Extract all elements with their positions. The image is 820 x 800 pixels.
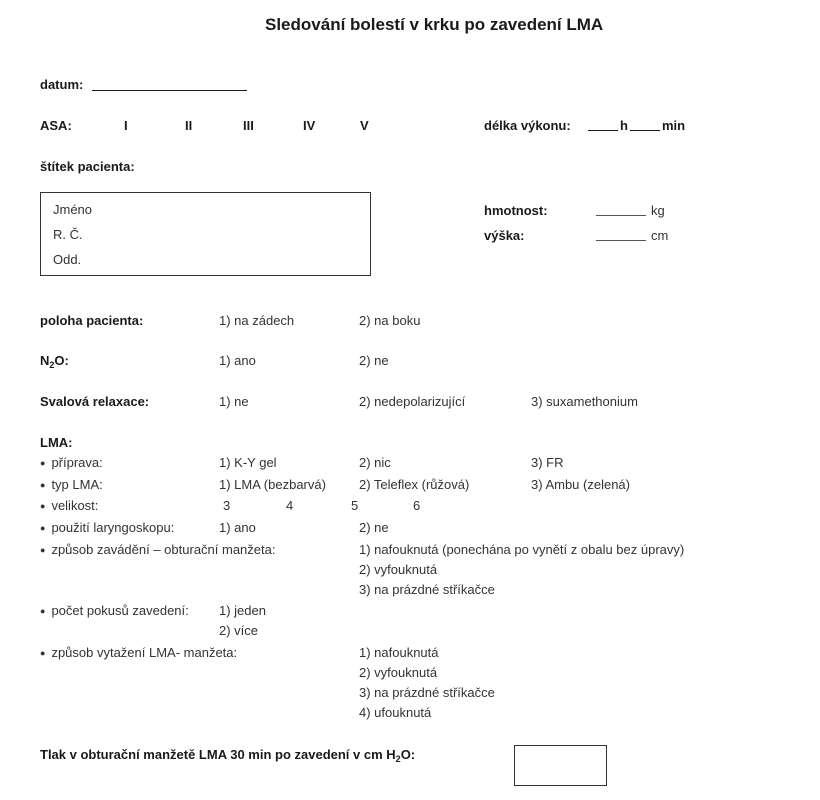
duration-hours-field[interactable] [588, 118, 618, 131]
duration-minutes-field[interactable] [630, 118, 660, 131]
relaxation-label: Svalová relaxace: [40, 394, 150, 409]
lma-velikost-option-4[interactable]: 4 [286, 498, 294, 513]
lma-zavadeni-option-2[interactable]: 2) vyfouknutá [359, 562, 438, 577]
duration-label: délka výkonu: [484, 118, 571, 133]
lma-vytazeni-option-1[interactable]: 1) nafouknutá [359, 645, 439, 660]
lma-vytazeni-option-4[interactable]: 4) ufouknutá [359, 705, 432, 720]
lma-velikost-option-6[interactable]: 6 [413, 498, 421, 513]
datum-field[interactable] [92, 78, 247, 91]
lma-pokusy-option-2[interactable]: 2) více [219, 623, 259, 638]
lma-priprava-option-2[interactable]: 2) nic [359, 455, 391, 470]
bullet-icon: ● [40, 648, 46, 658]
bullet-icon: ● [40, 480, 46, 490]
bullet-icon: ● [40, 606, 46, 616]
height-unit: cm [651, 228, 669, 243]
patient-label-title: štítek pacienta: [40, 159, 135, 174]
position-label: poloha pacienta: [40, 313, 144, 328]
lma-vytazeni-option-2[interactable]: 2) vyfouknutá [359, 665, 438, 680]
bullet-icon: ● [40, 523, 46, 533]
n2o-option-1[interactable]: 1) ano [219, 353, 256, 368]
duration-minutes-unit: min [662, 118, 686, 133]
bullet-icon: ● [40, 458, 46, 468]
height-label: výška: [484, 228, 525, 243]
height-field[interactable] [596, 228, 646, 241]
patient-name-label: Jméno [53, 202, 93, 217]
position-option-2[interactable]: 2) na boku [359, 313, 421, 328]
lma-laryngoskop-option-1[interactable]: 1) ano [219, 520, 256, 535]
n2o-label: $N_2O$: [40, 353, 69, 370]
asa-option-v[interactable]: V [360, 118, 369, 133]
asa-option-i[interactable]: I [124, 118, 128, 133]
lma-vytazeni-option-3[interactable]: 3) na prázdné stříkačce [359, 685, 495, 700]
lma-pokusy-option-1[interactable]: 1) jeden [219, 603, 266, 618]
lma-laryngoskop-option-2[interactable]: 2) ne [359, 520, 389, 535]
lma-vytazeni-label: ● způsob vytažení LMA- manžeta: [40, 645, 238, 660]
datum-label: datum: [40, 77, 84, 92]
lma-typ-label: ● typ LMA: [40, 477, 103, 492]
asa-label: ASA: [40, 118, 72, 133]
lma-velikost-option-5[interactable]: 5 [351, 498, 359, 513]
patient-rc-label: R. Č. [53, 227, 83, 242]
lma-label: LMA: [40, 435, 73, 450]
lma-zavadeni-option-1[interactable]: 1) nafouknutá (ponechána po vynětí z obalu bez úpravy) [359, 542, 685, 557]
lma-pokusy-label: ● počet pokusů zavedení: [40, 603, 189, 618]
lma-priprava-option-1[interactable]: 1) K-Y gel [219, 455, 277, 470]
page-title: Sledování bolestí v krku po zavedení LMA [265, 15, 604, 34]
lma-typ-option-3[interactable]: 3) Ambu (zelená) [531, 477, 630, 492]
lma-typ-option-2[interactable]: 2) Teleflex (růžová) [359, 477, 470, 492]
lma-laryngoskop-label: ● použití laryngoskopu: [40, 520, 175, 535]
n2o-option-2[interactable]: 2) ne [359, 353, 389, 368]
bullet-icon: ● [40, 545, 46, 555]
relaxation-option-3[interactable]: 3) suxamethonium [531, 394, 638, 409]
duration-hours-unit: h [620, 118, 628, 133]
weight-field[interactable] [596, 203, 646, 216]
weight-unit: kg [651, 203, 665, 218]
lma-zavadeni-label: ● způsob zavádění – obturační manžeta: [40, 542, 276, 557]
pressure-input-box[interactable] [514, 745, 607, 786]
lma-priprava-label: ● příprava: [40, 455, 103, 470]
lma-zavadeni-option-3[interactable]: 3) na prázdné stříkačce [359, 582, 495, 597]
lma-priprava-option-3[interactable]: 3) FR [531, 455, 564, 470]
lma-velikost-label: ● velikost: [40, 498, 99, 513]
asa-option-iv[interactable]: IV [303, 118, 316, 133]
pressure-label: Tlak v obturační manžetě LMA 30 min po zavedení v cm $H_2O$: [40, 747, 416, 764]
asa-option-iii[interactable]: III [243, 118, 254, 133]
relaxation-option-1[interactable]: 1) ne [219, 394, 249, 409]
patient-dept-label: Odd. [53, 252, 82, 267]
weight-label: hmotnost: [484, 203, 548, 218]
lma-velikost-option-3[interactable]: 3 [223, 498, 231, 513]
patient-label-box[interactable] [40, 192, 371, 276]
bullet-icon: ● [40, 501, 46, 511]
relaxation-option-2[interactable]: 2) nedepolarizující [359, 394, 466, 409]
lma-typ-option-1[interactable]: 1) LMA (bezbarvá) [219, 477, 326, 492]
position-option-1[interactable]: 1) na zádech [219, 313, 295, 328]
asa-option-ii[interactable]: II [185, 118, 193, 133]
